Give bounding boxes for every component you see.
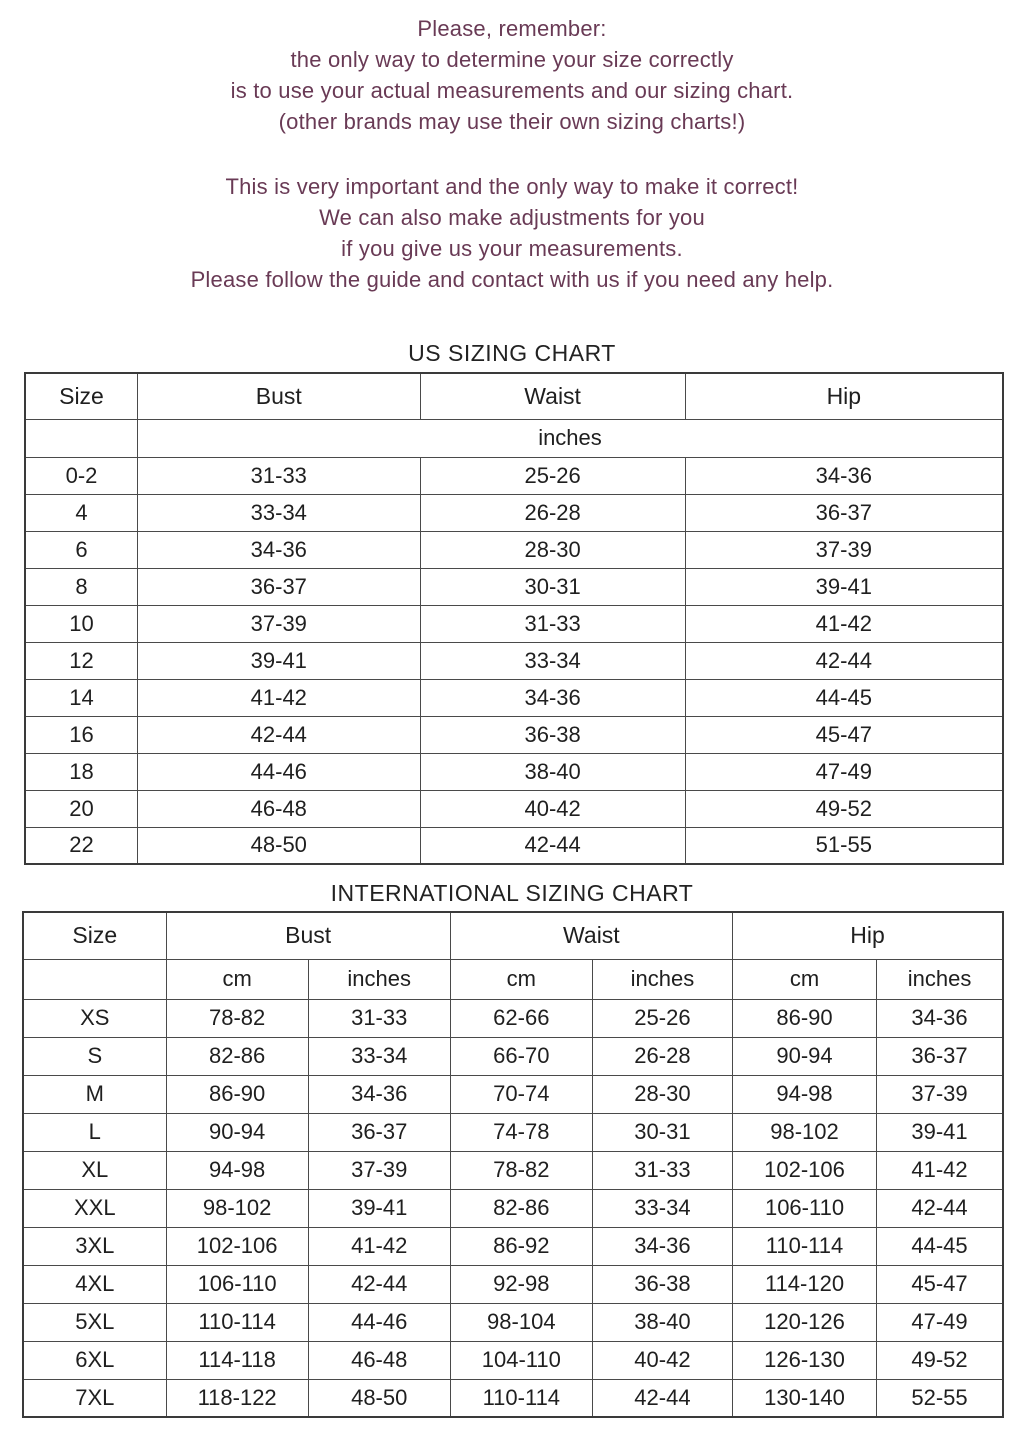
intl-units-waist-cm: cm [450, 959, 592, 999]
measurement-cell: 42-44 [308, 1265, 450, 1303]
table-row [23, 999, 1003, 1037]
measurement-cell: 44-46 [308, 1303, 450, 1341]
size-cell: XXL [23, 1189, 166, 1227]
us-header-waist: Waist [420, 373, 685, 419]
intl-units-hip-cm: cm [732, 959, 876, 999]
intro-line: Please follow the guide and contact with us if you need any help. [190, 267, 834, 292]
measurement-cell: 82-86 [450, 1189, 592, 1227]
measurement-cell: 126-130 [732, 1341, 876, 1379]
measurement-cell: 114-118 [166, 1341, 308, 1379]
measurement-cell: 110-114 [732, 1227, 876, 1265]
measurement-cell: 62-66 [450, 999, 592, 1037]
intl-chart-title: INTERNATIONAL SIZING CHART [330, 880, 694, 906]
size-cell: 7XL [23, 1379, 166, 1417]
measurement-cell: 41-42 [877, 1151, 1003, 1189]
measurement-cell: 41-42 [308, 1227, 450, 1265]
measurement-cell: 42-44 [685, 642, 1003, 679]
us-table-body [25, 457, 1003, 864]
us-header-hip: Hip [685, 373, 1003, 419]
measurement-cell: 42-44 [137, 716, 420, 753]
measurement-cell: 78-82 [166, 999, 308, 1037]
measurement-cell: 46-48 [137, 790, 420, 827]
measurement-cell: 78-82 [450, 1151, 592, 1189]
measurement-cell: 41-42 [137, 679, 420, 716]
measurement-cell: 66-70 [450, 1037, 592, 1075]
measurement-cell: 41-42 [685, 605, 1003, 642]
table-row [25, 790, 1003, 827]
measurement-cell: 34-36 [877, 999, 1003, 1037]
size-cell: M [23, 1075, 166, 1113]
measurement-cell: 26-28 [592, 1037, 732, 1075]
measurement-cell: 37-39 [308, 1151, 450, 1189]
measurement-cell: 36-37 [308, 1113, 450, 1151]
measurement-cell: 94-98 [166, 1151, 308, 1189]
size-cell: 8 [25, 568, 137, 605]
measurement-cell: 26-28 [420, 494, 685, 531]
measurement-cell: 114-120 [732, 1265, 876, 1303]
size-cell: 14 [25, 679, 137, 716]
table-row [23, 1189, 1003, 1227]
measurement-cell: 42-44 [420, 827, 685, 864]
intl-header-row [23, 912, 1003, 959]
size-cell: 12 [25, 642, 137, 679]
measurement-cell: 36-37 [137, 568, 420, 605]
table-row [25, 605, 1003, 642]
size-cell: 20 [25, 790, 137, 827]
measurement-cell: 52-55 [877, 1379, 1003, 1417]
measurement-cell: 102-106 [166, 1227, 308, 1265]
size-cell: L [23, 1113, 166, 1151]
measurement-cell: 98-104 [450, 1303, 592, 1341]
measurement-cell: 34-36 [685, 457, 1003, 494]
measurement-cell: 86-90 [732, 999, 876, 1037]
measurement-cell: 30-31 [592, 1113, 732, 1151]
measurement-cell: 98-102 [732, 1113, 876, 1151]
intro-line: (other brands may use their own sizing charts!) [278, 109, 746, 134]
measurement-cell: 44-46 [137, 753, 420, 790]
measurement-cell: 104-110 [450, 1341, 592, 1379]
measurement-cell: 33-34 [137, 494, 420, 531]
us-units-empty-cell [25, 419, 137, 457]
measurement-cell: 33-34 [592, 1189, 732, 1227]
table-row [23, 1265, 1003, 1303]
measurement-cell: 86-90 [166, 1075, 308, 1113]
measurement-cell: 36-37 [685, 494, 1003, 531]
table-row [23, 1151, 1003, 1189]
table-row [25, 716, 1003, 753]
measurement-cell: 31-33 [308, 999, 450, 1037]
size-cell: XS [23, 999, 166, 1037]
measurement-cell: 102-106 [732, 1151, 876, 1189]
size-cell: S [23, 1037, 166, 1075]
intl-units-empty-cell [23, 959, 166, 999]
table-row [23, 1341, 1003, 1379]
measurement-cell: 28-30 [592, 1075, 732, 1113]
measurement-cell: 31-33 [592, 1151, 732, 1189]
size-cell: 22 [25, 827, 137, 864]
measurement-cell: 90-94 [732, 1037, 876, 1075]
intl-table-body [23, 999, 1003, 1417]
measurement-cell: 51-55 [685, 827, 1003, 864]
measurement-cell: 34-36 [592, 1227, 732, 1265]
table-row [25, 494, 1003, 531]
measurement-cell: 106-110 [732, 1189, 876, 1227]
size-cell: 0-2 [25, 457, 137, 494]
size-cell: XL [23, 1151, 166, 1189]
measurement-cell: 110-114 [166, 1303, 308, 1341]
measurement-cell: 34-36 [420, 679, 685, 716]
size-cell: 5XL [23, 1303, 166, 1341]
measurement-cell: 49-52 [685, 790, 1003, 827]
measurement-cell: 48-50 [137, 827, 420, 864]
measurement-cell: 86-92 [450, 1227, 592, 1265]
intl-units-row [23, 959, 1003, 999]
measurement-cell: 36-37 [877, 1037, 1003, 1075]
measurement-cell: 82-86 [166, 1037, 308, 1075]
measurement-cell: 25-26 [592, 999, 732, 1037]
size-cell: 6 [25, 531, 137, 568]
measurement-cell: 39-41 [308, 1189, 450, 1227]
intl-header-waist: Waist [450, 912, 732, 959]
measurement-cell: 36-38 [592, 1265, 732, 1303]
table-row [25, 827, 1003, 864]
intl-units-hip-inches: inches [877, 959, 1003, 999]
intro-paragraph-reminder [0, 0, 1024, 137]
us-header-size: Size [25, 373, 137, 419]
measurement-cell: 94-98 [732, 1075, 876, 1113]
measurement-cell: 106-110 [166, 1265, 308, 1303]
measurement-cell: 47-49 [877, 1303, 1003, 1341]
measurement-cell: 34-36 [308, 1075, 450, 1113]
measurement-cell: 38-40 [592, 1303, 732, 1341]
measurement-cell: 31-33 [420, 605, 685, 642]
measurement-cell: 39-41 [685, 568, 1003, 605]
measurement-cell: 34-36 [137, 531, 420, 568]
table-row [25, 679, 1003, 716]
measurement-cell: 49-52 [877, 1341, 1003, 1379]
intl-header-hip: Hip [732, 912, 1003, 959]
measurement-cell: 28-30 [420, 531, 685, 568]
size-cell: 18 [25, 753, 137, 790]
us-sizing-table [24, 372, 1004, 865]
intro-line: We can also make adjustments for you [319, 205, 705, 230]
size-cell: 4XL [23, 1265, 166, 1303]
measurement-cell: 33-34 [420, 642, 685, 679]
table-row [23, 1379, 1003, 1417]
size-cell: 10 [25, 605, 137, 642]
size-cell: 4 [25, 494, 137, 531]
intro-paragraph-importance [0, 171, 1024, 295]
measurement-cell: 130-140 [732, 1379, 876, 1417]
measurement-cell: 45-47 [685, 716, 1003, 753]
size-cell: 6XL [23, 1341, 166, 1379]
intl-sizing-table [22, 911, 1004, 1418]
us-chart-title: US SIZING CHART [408, 340, 616, 366]
intl-units-bust-inches: inches [308, 959, 450, 999]
intl-header-size: Size [23, 912, 166, 959]
measurement-cell: 37-39 [137, 605, 420, 642]
measurement-cell: 31-33 [137, 457, 420, 494]
measurement-cell: 48-50 [308, 1379, 450, 1417]
intro-line: if you give us your measurements. [341, 236, 683, 261]
measurement-cell: 45-47 [877, 1265, 1003, 1303]
measurement-cell: 120-126 [732, 1303, 876, 1341]
size-cell: 16 [25, 716, 137, 753]
measurement-cell: 25-26 [420, 457, 685, 494]
measurement-cell: 74-78 [450, 1113, 592, 1151]
measurement-cell: 110-114 [450, 1379, 592, 1417]
intro-line: is to use your actual measurements and our sizing chart. [230, 78, 794, 103]
table-row [25, 642, 1003, 679]
measurement-cell: 70-74 [450, 1075, 592, 1113]
size-cell: 3XL [23, 1227, 166, 1265]
measurement-cell: 90-94 [166, 1113, 308, 1151]
measurement-cell: 39-41 [137, 642, 420, 679]
us-header-bust: Bust [137, 373, 420, 419]
measurement-cell: 39-41 [877, 1113, 1003, 1151]
measurement-cell: 37-39 [877, 1075, 1003, 1113]
measurement-cell: 40-42 [420, 790, 685, 827]
measurement-cell: 92-98 [450, 1265, 592, 1303]
intro-line: This is very important and the only way to make it correct! [225, 174, 799, 199]
table-row [25, 753, 1003, 790]
measurement-cell: 33-34 [308, 1037, 450, 1075]
measurement-cell: 37-39 [685, 531, 1003, 568]
measurement-cell: 36-38 [420, 716, 685, 753]
table-row [23, 1227, 1003, 1265]
table-row [25, 457, 1003, 494]
intl-units-bust-cm: cm [166, 959, 308, 999]
measurement-cell: 40-42 [592, 1341, 732, 1379]
table-row [25, 531, 1003, 568]
measurement-cell: 46-48 [308, 1341, 450, 1379]
measurement-cell: 44-45 [877, 1227, 1003, 1265]
measurement-cell: 44-45 [685, 679, 1003, 716]
intro-line: Please, remember: [417, 16, 607, 41]
table-row [23, 1037, 1003, 1075]
measurement-cell: 98-102 [166, 1189, 308, 1227]
intro-line: the only way to determine your size correctly [290, 47, 734, 72]
table-row [23, 1303, 1003, 1341]
intl-header-bust: Bust [166, 912, 450, 959]
measurement-cell: 38-40 [420, 753, 685, 790]
measurement-cell: 42-44 [877, 1189, 1003, 1227]
us-header-row [25, 373, 1003, 419]
measurement-cell: 42-44 [592, 1379, 732, 1417]
table-row [23, 1113, 1003, 1151]
us-units-row [25, 419, 1003, 457]
measurement-cell: 30-31 [420, 568, 685, 605]
measurement-cell: 47-49 [685, 753, 1003, 790]
intl-units-waist-inches: inches [592, 959, 732, 999]
us-units-label: inches [137, 419, 1003, 457]
table-row [23, 1075, 1003, 1113]
measurement-cell: 118-122 [166, 1379, 308, 1417]
table-row [25, 568, 1003, 605]
